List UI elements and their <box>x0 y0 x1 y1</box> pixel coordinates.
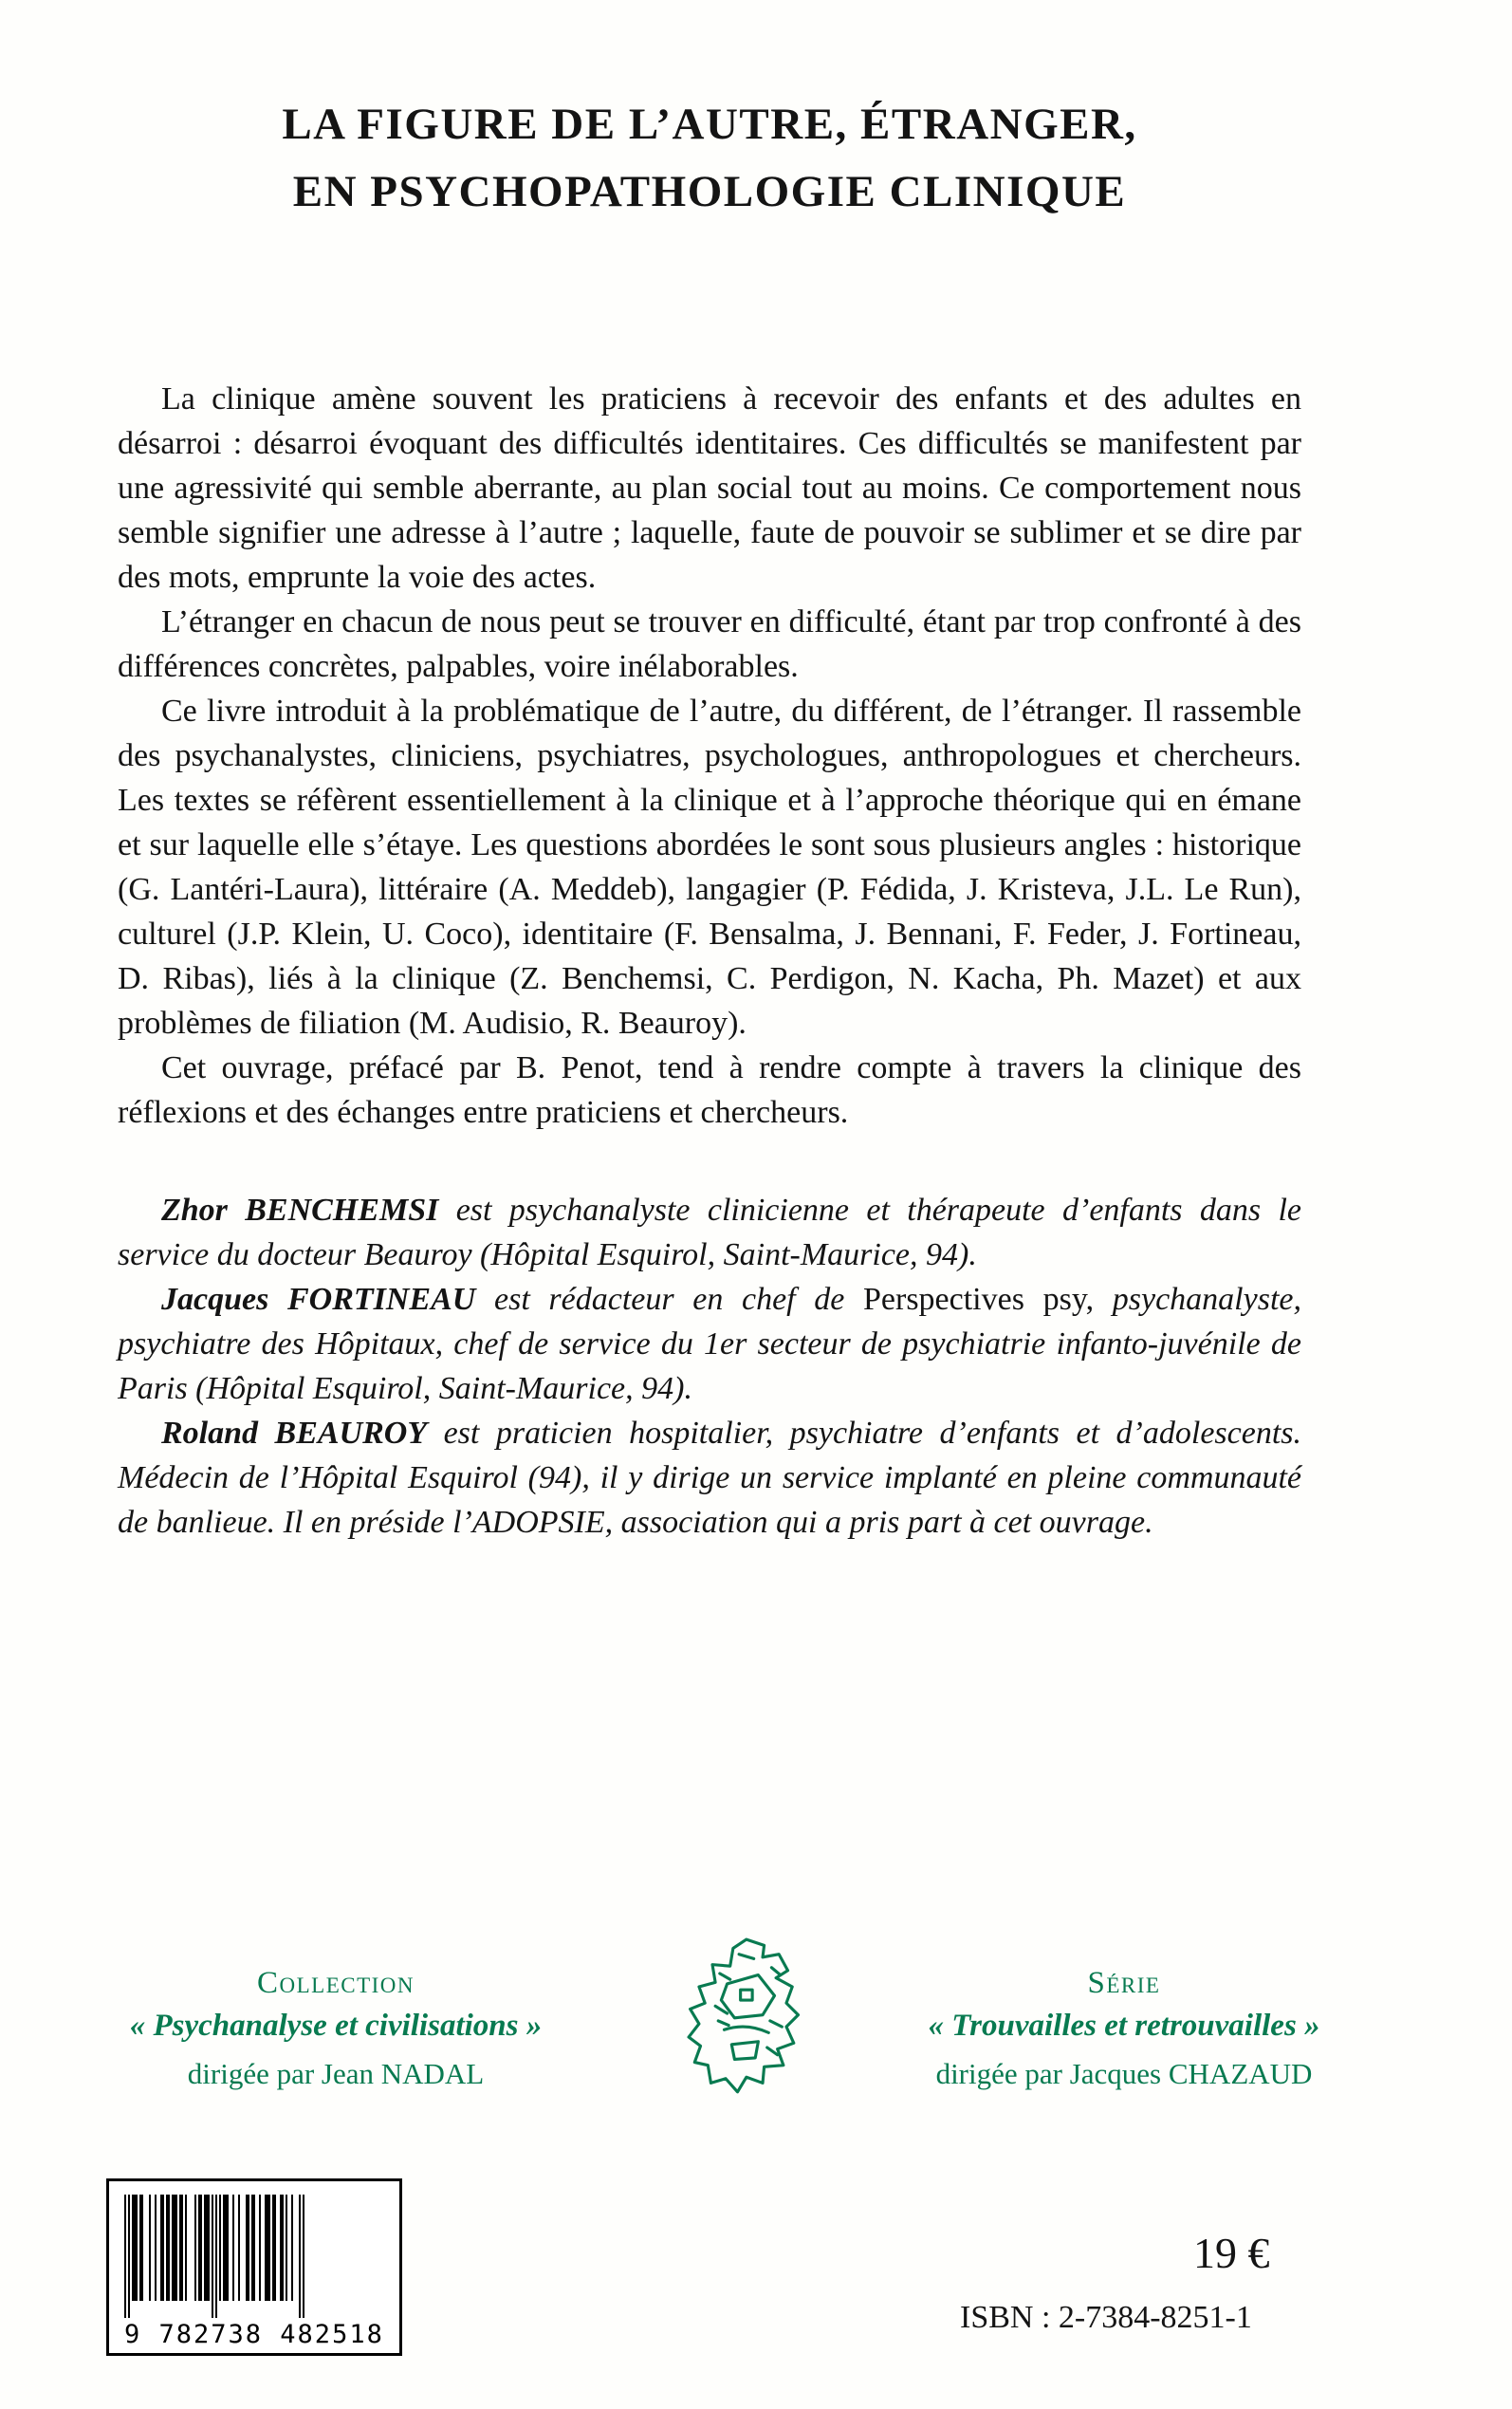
author-bio-text: Perspectives psy, <box>863 1281 1095 1317</box>
cover-content <box>118 91 1301 1545</box>
series-label: Série <box>1087 1966 1161 2000</box>
author-name: Jacques FORTINEAU <box>161 1281 476 1317</box>
book-title-line2: EN PSYCHOPATHOLOGIE CLINIQUE <box>292 167 1127 217</box>
series-block <box>894 1966 1355 2091</box>
author-bio-text: psychanalyste, psychiatre des Hôpitaux, chef de service du 1er secteur de psychiatrie infanto-juvénile de Paris (Hôpital Esquirol, Saint-Maurice, 94). <box>118 1281 1301 1406</box>
author-bio-text: est praticien hospitalier, psychiatre d’enfants et d’adolescents. Médecin de l’Hôpital Esquirol (94), il y dirige un service implanté en pleine communauté de banlieue. Il en préside l’ADOPSIE, association qui a pris part à cet ouvrage. <box>118 1415 1301 1540</box>
author-bio <box>118 1188 1301 1277</box>
isbn: ISBN : 2-7384-8251-1 <box>960 2300 1252 2335</box>
synopsis-paragraph: La clinique amène souvent les praticiens à recevoir des enfants et des adultes en désarroi : désarroi évoquant des difficultés identitaires. Ces difficultés se manifestent par une agressivité qui semble aberrante, au plan social tout au moins. Ce comportement nous semble signifier une adresse à l’autre ; laquelle, faute de pouvoir se sublimer et se dire par des mots, emprunte la voie des actes. <box>118 380 1301 595</box>
author-bio-text: est rédacteur en chef de <box>475 1281 863 1317</box>
publisher-logo <box>664 1932 835 2107</box>
author-bio <box>118 1411 1301 1545</box>
collection-label: Collection <box>256 1966 415 2000</box>
collection-block <box>121 1966 550 2091</box>
series-director: dirigée par Jacques CHAZAUD <box>935 2057 1313 2090</box>
collection-name: « Psychanalyse et civilisations » <box>129 2009 543 2043</box>
author-bios <box>118 1188 1301 1545</box>
author-name: Roland BEAUROY <box>161 1415 428 1451</box>
price: 19 € <box>1193 2229 1270 2277</box>
synopsis <box>118 377 1301 1135</box>
author-bio-text: est psychanalyste clinicienne et thérapeute d’enfants dans le service du docteur Beauroy (Hôpital Esquirol, Saint-Maurice, 94). <box>118 1192 1301 1272</box>
barcode-number: 9 782738 482518 <box>124 2320 384 2349</box>
author-name: Zhor BENCHEMSI <box>161 1192 439 1228</box>
barcode-bars <box>124 2195 384 2318</box>
author-bio <box>118 1277 1301 1411</box>
book-title <box>118 91 1301 227</box>
publisher-logo-icon <box>675 1932 823 2103</box>
barcode <box>106 2178 402 2356</box>
book-title-line1: LA FIGURE DE L’AUTRE, ÉTRANGER, <box>282 100 1137 149</box>
synopsis-paragraph: Ce livre introduit à la problématique de l’autre, du différent, de l’étranger. Il rassemble des psychanalystes, cliniciens, psychiatres, psychologues, anthropologues et chercheurs. Les textes se réfèrent essentiellement à la clinique et à l’approche théorique qui en émane et sur laquelle elle s’étaye. Les questions abordées le sont sous plusieurs angles : historique (G. Lantéri-Laura), littéraire (A. Meddeb), langagier (P. Fédida, J. Kristeva, J.L. Le Run), culturel (J.P. Klein, U. Coco), identitaire (F. Bensalma, J. Bennani, F. Feder, J. Fortineau, D. Ribas), liés à la clinique (Z. Benchemsi, C. Perdigon, N. Kacha, Ph. Mazet) et aux problèmes de filiation (M. Audisio, R. Beauroy). <box>118 693 1301 1041</box>
series-name: « Trouvailles et retrouvailles » <box>928 2009 1320 2043</box>
synopsis-paragraph: L’étranger en chacun de nous peut se trouver en difficulté, étant par trop confronté à des différences concrètes, palpables, voire inélaborables. <box>118 603 1301 684</box>
collection-director: dirigée par Jean NADAL <box>187 2057 485 2090</box>
synopsis-paragraph: Cet ouvrage, préfacé par B. Penot, tend à rendre compte à travers la clinique des réflexions et des échanges entre praticiens et chercheurs. <box>118 1049 1301 1130</box>
barcode-bar <box>303 2195 304 2318</box>
